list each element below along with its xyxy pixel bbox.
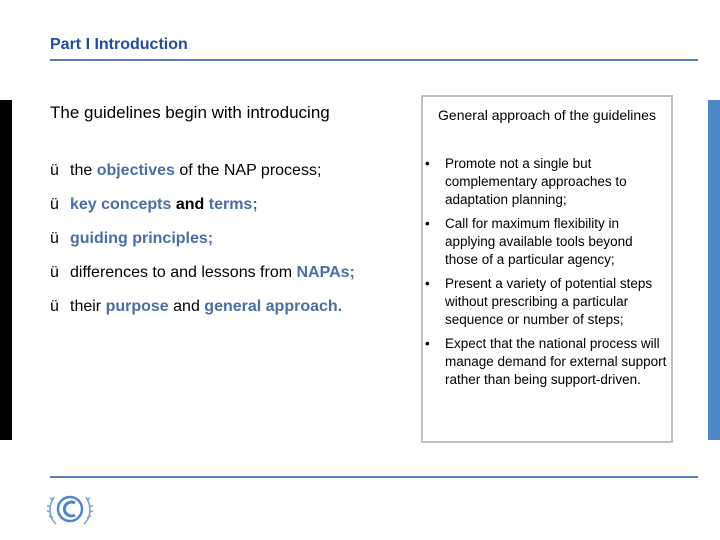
box-title: General approach of the guidelines — [438, 107, 656, 123]
bullet-icon: • — [425, 276, 430, 291]
approach-bullets — [423, 155, 673, 389]
item-text: of the NAP process; — [174, 162, 322, 179]
item-highlight: terms; — [208, 196, 258, 213]
page-title: Part I Introduction — [50, 36, 188, 53]
check-icon: ü — [50, 196, 59, 213]
list-item — [423, 215, 673, 269]
check-icon: ü — [50, 264, 59, 281]
topics-checklist — [50, 160, 355, 330]
item-highlight: purpose — [105, 298, 169, 315]
bullet-icon: • — [425, 156, 430, 171]
bullet-icon: • — [425, 336, 430, 351]
right-edge-bar — [708, 100, 720, 440]
bullet-text: Call for maximum flexibility in applying available tools beyond those of a particular agency; — [445, 216, 633, 267]
item-text: their — [70, 298, 106, 315]
list-item — [423, 335, 673, 389]
footer-divider — [50, 476, 698, 478]
intro-text: The guidelines begin with introducing — [50, 103, 330, 122]
bullet-text: Promote not a single but complementary approaches to adaptation planning; — [445, 156, 627, 207]
bullet-icon: • — [425, 216, 430, 231]
list-item — [50, 194, 355, 228]
bullet-text: Expect that the national process will manage demand for external support rather than being support-driven. — [445, 336, 667, 387]
list-item — [423, 155, 673, 209]
header-divider — [50, 59, 698, 61]
item-text: the — [70, 162, 97, 179]
item-text: and — [168, 298, 205, 315]
item-highlight: NAPAs; — [296, 264, 355, 281]
list-item — [50, 160, 355, 194]
item-highlight: key concepts — [70, 196, 172, 213]
item-highlight: guiding principles; — [70, 230, 214, 247]
item-highlight: general approach. — [204, 298, 343, 315]
list-item — [50, 296, 355, 330]
check-icon: ü — [50, 162, 59, 179]
item-text: differences to and lessons from — [70, 264, 297, 281]
item-text: and — [171, 196, 209, 213]
unfccc-logo-icon — [46, 488, 94, 530]
list-item — [50, 262, 355, 296]
list-item — [423, 275, 673, 329]
left-edge-bar — [0, 100, 12, 440]
item-highlight: objectives — [96, 162, 175, 179]
bullet-text: Present a variety of potential steps without prescribing a particular sequence or number of steps; — [445, 276, 653, 327]
check-icon: ü — [50, 298, 59, 315]
list-item — [50, 228, 355, 262]
approach-box — [421, 95, 673, 443]
check-icon: ü — [50, 230, 59, 247]
